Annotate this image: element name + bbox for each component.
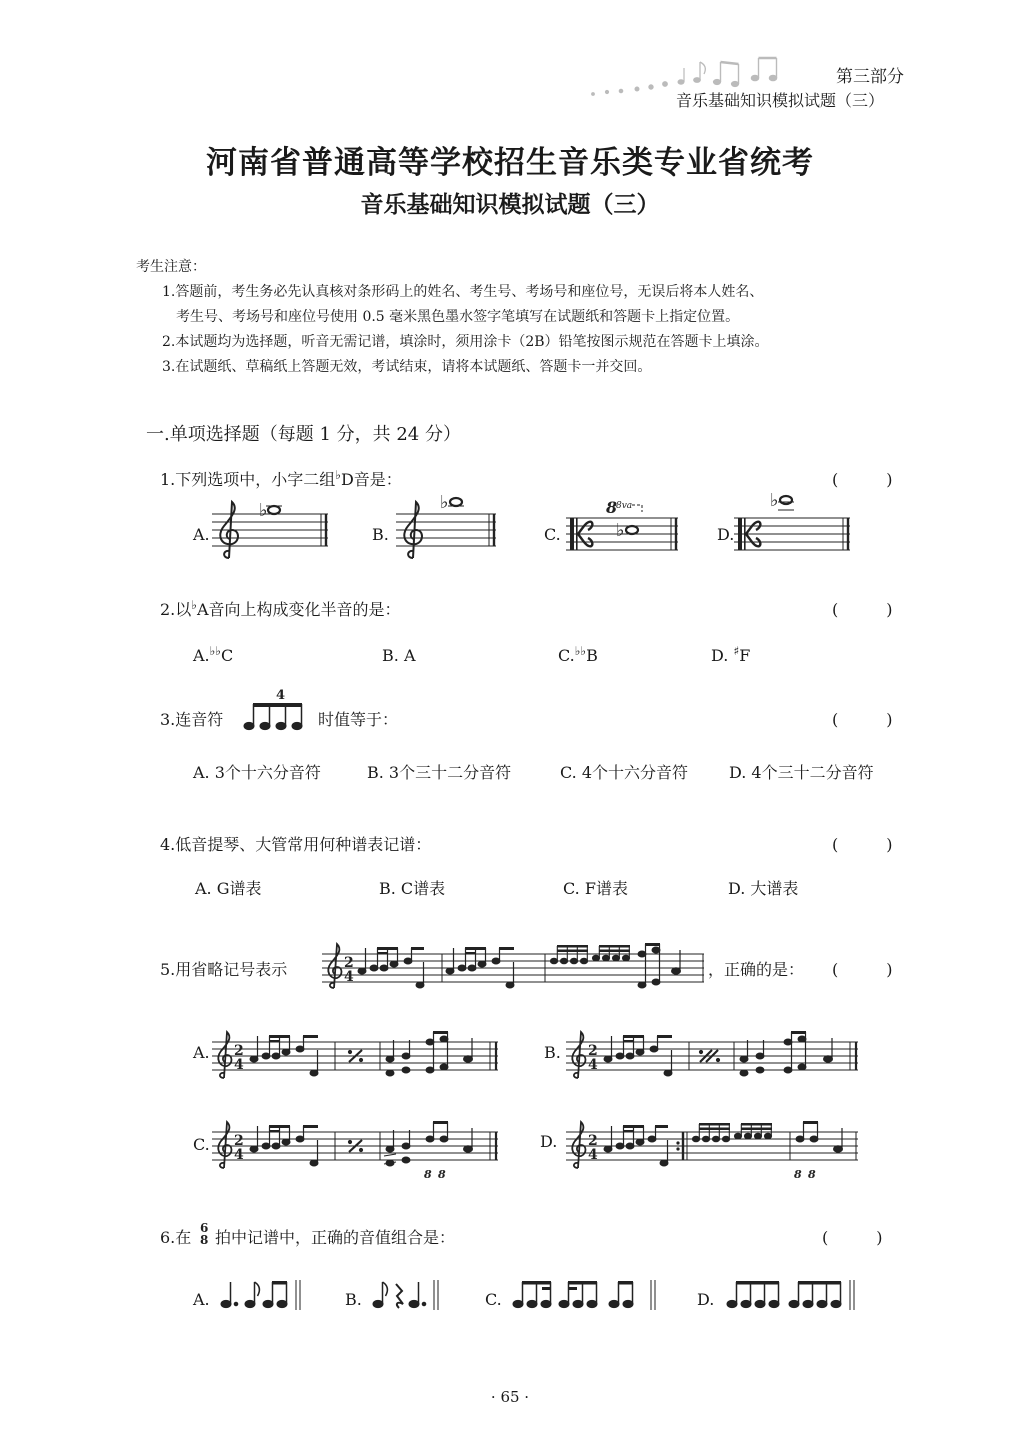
time-sig-top: 2 — [234, 1043, 244, 1059]
q5-text-post: ，正确的是： — [708, 960, 805, 979]
ottava-text: 8va — [616, 501, 633, 511]
q6-option-b-label: B. — [345, 1290, 362, 1309]
q2-option-d[interactable] — [711, 646, 750, 665]
svg-text:♭: ♭ — [259, 500, 268, 521]
time-sig-top: 6 — [200, 1221, 209, 1235]
tuplet-number: 4 — [276, 688, 286, 703]
header-part: 第三部分 — [836, 67, 904, 87]
time-sig-top: 2 — [588, 1043, 598, 1059]
q5-option-a-staff — [212, 1026, 502, 1082]
notice-item: 3.在试题纸、草稿纸上答题无效，考试结束，请将本试题纸、答题卡一并交回。 — [162, 359, 652, 375]
q3-text-pre: 3.连音符 — [160, 710, 224, 729]
svg-text:♭: ♭ — [770, 490, 779, 511]
q6-option-c-label: C. — [485, 1290, 502, 1309]
q5-option-d-staff — [566, 1116, 862, 1182]
q6-text-post: 拍中记谱中，正确的音值组合是： — [215, 1228, 456, 1247]
q5-option-b-staff — [566, 1026, 862, 1082]
q5-option-d-label: D. — [540, 1132, 558, 1151]
svg-text:♭: ♭ — [616, 520, 625, 541]
eighth-digit: 8 — [438, 1168, 446, 1181]
notice-item: 1.答题前，考生务必先认真核对条形码上的姓名、考生号、考场号和座位号，无误后将本人姓名、 — [162, 284, 764, 300]
q5-option-a-label: A. — [193, 1043, 210, 1062]
page-title: 河南省普通高等学校招生音乐类专业省统考 — [206, 145, 814, 181]
q2-text-post: A音向上构成变化半音的是： — [196, 600, 401, 619]
question-4: 4.低音提琴、大管常用何种谱表记谱： — [160, 835, 432, 854]
q3-option-b[interactable]: B. 3个三十二分音符 — [367, 763, 512, 782]
flat-icon: ♭ — [191, 598, 197, 612]
q6-text-pre: 6.在 — [160, 1228, 192, 1247]
q6-time-signature — [198, 1221, 212, 1247]
q1-option-d-staff — [734, 490, 856, 556]
eighth-digit: 8 — [808, 1168, 816, 1181]
q1-option-a-label: A. — [193, 525, 210, 544]
answer-bracket[interactable]: ( ) — [832, 710, 893, 729]
q3-text-post: 时值等于： — [318, 710, 399, 729]
ottava-mark: 8 — [606, 498, 618, 517]
question-2 — [160, 597, 401, 620]
page-number: · 65 · — [490, 1388, 530, 1406]
q2-text-pre: 2.以 — [160, 600, 192, 619]
time-sig-top: 2 — [234, 1133, 244, 1149]
q3-option-d[interactable]: D. 4个三十二分音符 — [729, 763, 874, 782]
q1-text-post: D音是： — [340, 470, 402, 489]
answer-bracket[interactable]: ( ) — [832, 600, 893, 619]
q6-option-b-rhythm[interactable] — [372, 1276, 448, 1312]
q1-option-d-label: D. — [717, 525, 735, 544]
time-sig-bottom: 4 — [588, 1057, 598, 1073]
q6-option-a-rhythm[interactable] — [220, 1276, 310, 1312]
time-sig-bottom: 4 — [234, 1057, 244, 1073]
q3-option-a[interactable]: A. 3个十六分音符 — [193, 763, 321, 782]
page-subtitle: 音乐基础知识模拟试题（三） — [360, 191, 660, 218]
q2-option-c[interactable] — [558, 646, 598, 665]
option-note: B — [586, 646, 598, 665]
answer-bracket[interactable]: ( ) — [822, 1228, 883, 1247]
q5-option-b-label: B. — [544, 1043, 561, 1062]
option-note: F — [739, 646, 751, 665]
header-subtitle: 音乐基础知识模拟试题（三） — [676, 91, 885, 110]
q1-option-a-staff — [212, 498, 332, 560]
q5-option-c-label: C. — [193, 1135, 210, 1154]
option-note: A — [403, 646, 416, 665]
flat-icon: ♭ — [335, 468, 341, 482]
time-sig-bottom: 8 — [200, 1233, 209, 1247]
option-label: D. — [711, 646, 729, 665]
q2-option-a[interactable] — [193, 646, 233, 665]
time-sig-bottom: 4 — [234, 1147, 244, 1163]
eighth-digit: 8 — [794, 1168, 802, 1181]
q4-option-c[interactable]: C. F谱表 — [563, 879, 628, 898]
time-sig-bottom: 4 — [588, 1147, 598, 1163]
time-sig-top: 2 — [344, 955, 354, 971]
q5-text-pre: 5.用省略记号表示 — [160, 960, 288, 979]
q1-option-c-staff — [566, 500, 684, 556]
quadruplet-figure — [243, 688, 313, 732]
notice-item: 考生号、考场号和座位号使用 0.5 毫米黑色墨水签字笔填写在试题纸和答题卡上指定位置。 — [176, 309, 740, 325]
notice-item: 2.本试题均为选择题，听音无需记谱，填涂时，须用涂卡（2B）铅笔按图示规范在答题卡上填涂。 — [162, 334, 769, 350]
option-label: C. — [558, 646, 575, 665]
q6-option-d-label: D. — [697, 1290, 715, 1309]
q1-option-b-staff — [396, 492, 501, 560]
q4-option-d[interactable]: D. 大谱表 — [728, 879, 799, 898]
q1-option-c-label: C. — [544, 525, 561, 544]
option-label: B. — [382, 646, 399, 665]
q6-option-c-rhythm[interactable] — [510, 1276, 662, 1312]
double-flat-icon: ♭♭ — [574, 644, 587, 658]
answer-bracket[interactable]: ( ) — [832, 960, 893, 979]
eighth-digit: 8 — [424, 1168, 432, 1181]
sharp-icon: ♯ — [733, 644, 740, 658]
answer-bracket[interactable]: ( ) — [832, 835, 893, 854]
option-note: C — [220, 646, 234, 665]
option-label: A. — [193, 646, 210, 665]
q1-option-b-label: B. — [372, 525, 389, 544]
svg-text:♭: ♭ — [440, 492, 449, 513]
q1-text-pre: 1.下列选项中，小字二组 — [160, 470, 336, 489]
q4-option-b[interactable]: B. C谱表 — [379, 879, 446, 898]
answer-bracket[interactable]: ( ) — [832, 470, 893, 489]
q4-option-a[interactable]: A. G谱表 — [195, 879, 262, 898]
time-sig-top: 2 — [588, 1133, 598, 1149]
q6-option-a-label: A. — [193, 1290, 210, 1309]
section-heading: 一.单项选择题（每题 1 分，共 24 分） — [146, 424, 461, 445]
q5-option-c-staff — [212, 1116, 502, 1182]
time-sig-bottom: 4 — [344, 969, 354, 985]
double-flat-icon: ♭♭ — [209, 644, 221, 658]
q6-option-d-rhythm[interactable] — [724, 1276, 864, 1312]
notice-heading: 考生注意： — [136, 259, 206, 275]
question-1 — [160, 467, 402, 490]
q5-original-staff — [322, 940, 706, 990]
q2-option-b[interactable] — [382, 646, 416, 665]
q3-option-c[interactable]: C. 4个十六分音符 — [560, 763, 689, 782]
